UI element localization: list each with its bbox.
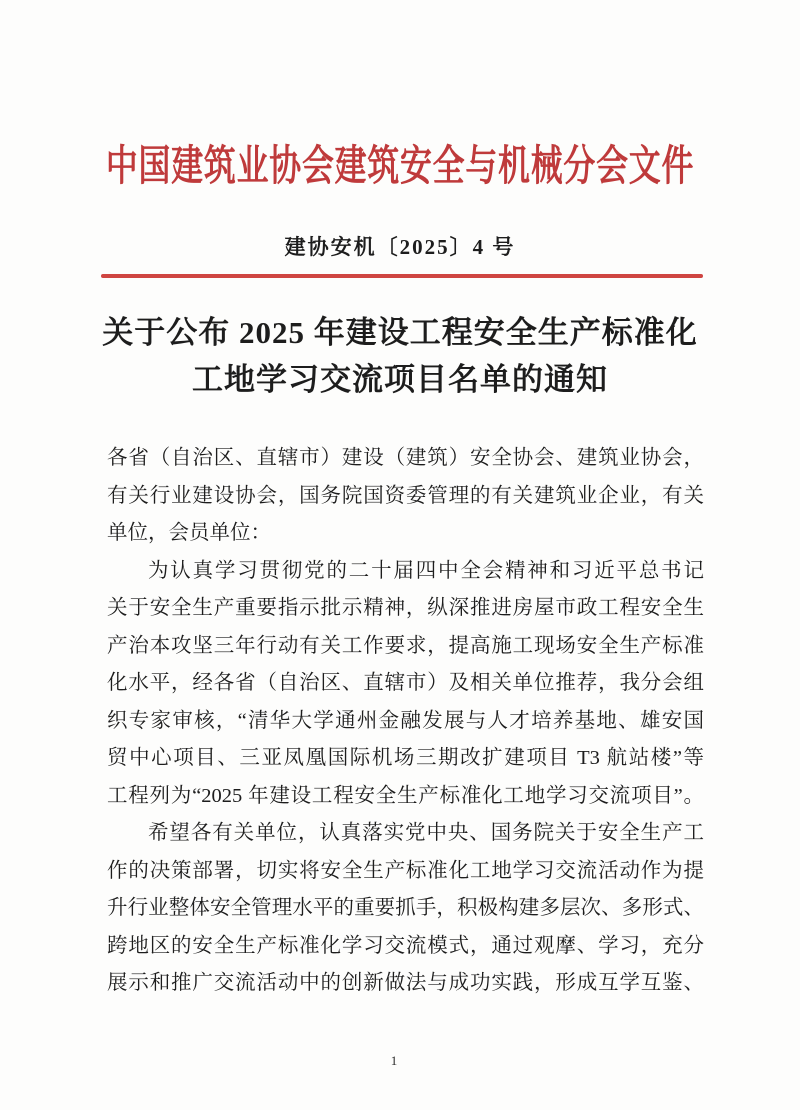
document-title-line2: 工地学习交流项目名单的通知 — [192, 362, 608, 397]
body-line: 产治本攻坚三年行动有关工作要求，提高施工现场安全生产标准 — [107, 634, 704, 657]
body-line: 化水平，经各省（自治区、直辖市）及相关单位推荐，我分会组 — [107, 672, 704, 694]
body-line: 单位，会员单位： — [107, 522, 271, 544]
letterhead-banner — [0, 133, 800, 193]
body-line: 工程列为“2025 年建设工程安全生产标准化工地学习交流项目”。 — [107, 784, 704, 807]
body-line: 为认真学习贯彻党的二十届四中全会精神和习近平总书记 — [148, 559, 704, 582]
body-line: 展示和推广交流活动中的创新做法与成功实践，形成互学互鉴、 — [107, 972, 704, 994]
issuing-org-title: 中国建筑业协会建筑安全与机械分会文件 — [105, 144, 695, 190]
page-number: 1 — [390, 1053, 398, 1068]
body-line: 关于安全生产重要指示批示精神，纵深推进房屋市政工程安全生 — [107, 597, 704, 619]
document-number: 建协安机〔2025〕4 号 — [284, 235, 516, 259]
body-line: 升行业整体安全管理水平的重要抓手，积极构建多层次、多形式、 — [107, 897, 704, 919]
body-line: 各省（自治区、直辖市）建设（建筑）安全协会、建筑业协会， — [107, 447, 704, 469]
red-divider-line — [101, 274, 703, 278]
body-line: 跨地区的安全生产标准化学习交流模式，通过观摩、学习，充分 — [107, 934, 704, 957]
body-line: 有关行业建设协会，国务院国资委管理的有关建筑业企业，有关 — [107, 484, 704, 507]
body-line: 织专家审核，“清华大学通州金融发展与人才培养基地、雄安国 — [107, 709, 704, 732]
body-line: 贸中心项目、三亚凤凰国际机场三期改扩建项目 T3 航站楼”等 — [107, 747, 704, 769]
document-body — [107, 440, 704, 1003]
body-line: 作的决策部署，切实将安全生产标准化工地学习交流活动作为提 — [107, 859, 704, 882]
document-title-line1: 关于公布 2025 年建设工程安全生产标准化 — [102, 315, 698, 350]
document-title — [0, 309, 800, 403]
body-line: 希望各有关单位，认真落实党中央、国务院关于安全生产工 — [148, 822, 704, 844]
